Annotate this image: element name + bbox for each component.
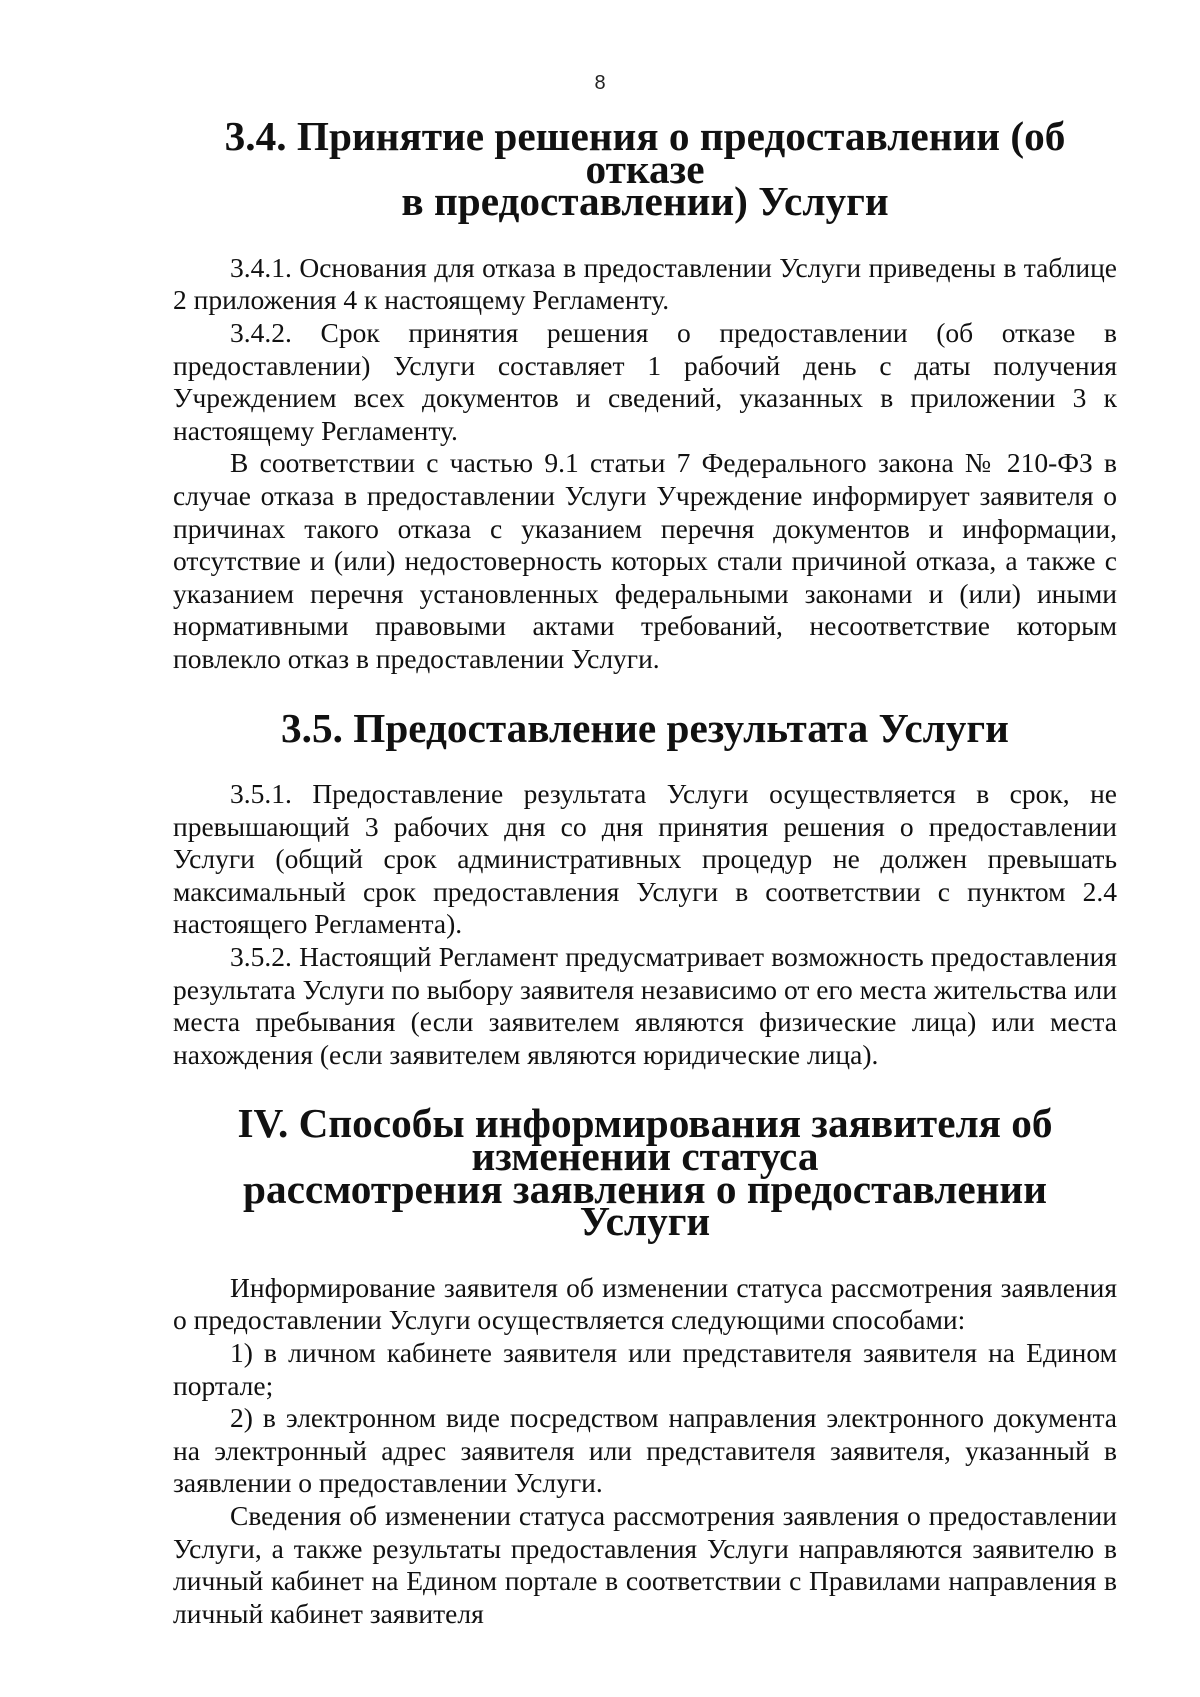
heading-line: 3.4. Принятие решения о предоставлении (об отказе [224,113,1066,192]
page-number: 8 [594,72,606,94]
section-heading-3-4 [173,113,1117,225]
heading-line: 3.5. Предоставление результата Услуги [281,704,1009,751]
paragraph-3-5-1: 3.5.1. Предоставление результата Услуги осуществляется в срок, не превышающий 3 рабочих дня со дня принятия решения о предоставлении Услуги (общий срок административных процедур не должен превышать максимальный срок предоставления Услуги в соответствии с пунктом 2.4 настоящего Регламента). [173,778,1117,940]
heading-line: рассмотрения заявления о предоставлении Услуги [243,1165,1047,1245]
paragraph-3-4-2: 3.4.2. Срок принятия решения о предоставлении (об отказе в предоставлении) Услуги составляет 1 рабочий день с даты получения Учреждением всех документов и сведений, указанных в приложении 3 к настоящему Регламенту. [173,316,1117,446]
paragraph-3-5-2: 3.5.2. Настоящий Регламент предусматривает возможность предоставления результата Услуги по выбору заявителя независимо от его места жительства или места пребывания (если заявителем являются физические лица) или места нахождения (если заявителем являются юридические лица). [173,941,1117,1070]
paragraph-iv-status: Сведения об изменении статуса рассмотрения заявления о предоставлении Услуги, а также результаты предоставления Услуги направляются заявителю в личный кабинет на Едином портале в соответствии с Правилами направления в личный кабинет заявителя [173,1499,1117,1629]
paragraph-iv-item-2: 2) в электронном виде посредством направления электронного документа на электронный адрес заявителя или представителя заявителя, указанный в заявлении о предоставлении Услуги. [173,1402,1117,1499]
document-body [173,113,1117,1630]
heading-line: IV. Способы информирования заявителя об изменении статуса [237,1100,1053,1180]
paragraph-iv-intro: Информирование заявителя об изменении статуса рассмотрения заявления о предоставлении Услуги осуществляется следующими способами: [173,1271,1117,1336]
paragraph-3-4-1: 3.4.1. Основания для отказа в предоставлении Услуги приведены в таблице 2 приложения 4 к настоящему Регламенту. [173,251,1117,316]
paragraph-iv-item-1: 1) в личном кабинете заявителя или представителя заявителя на Едином портале; [173,1337,1117,1401]
paragraph-3-4-refusal: В соответствии с частью 9.1 статьи 7 Федерального закона № 210-ФЗ в случае отказа в предоставлении Услуги Учреждение информирует заявителя о причинах такого отказа с указанием перечня документов и информации, отсутствие и (или) недостоверность которых стали причиной отказа, а также с указанием перечня установленных федеральными законами и (или) иными нормативными правовыми актами требований, несоответствие которым повлекло отказ в предоставлении Услуги. [173,447,1117,674]
section-heading-3-5 [173,704,1117,751]
section-heading-iv [173,1100,1117,1245]
heading-line: в предоставлении) Услуги [401,178,889,225]
